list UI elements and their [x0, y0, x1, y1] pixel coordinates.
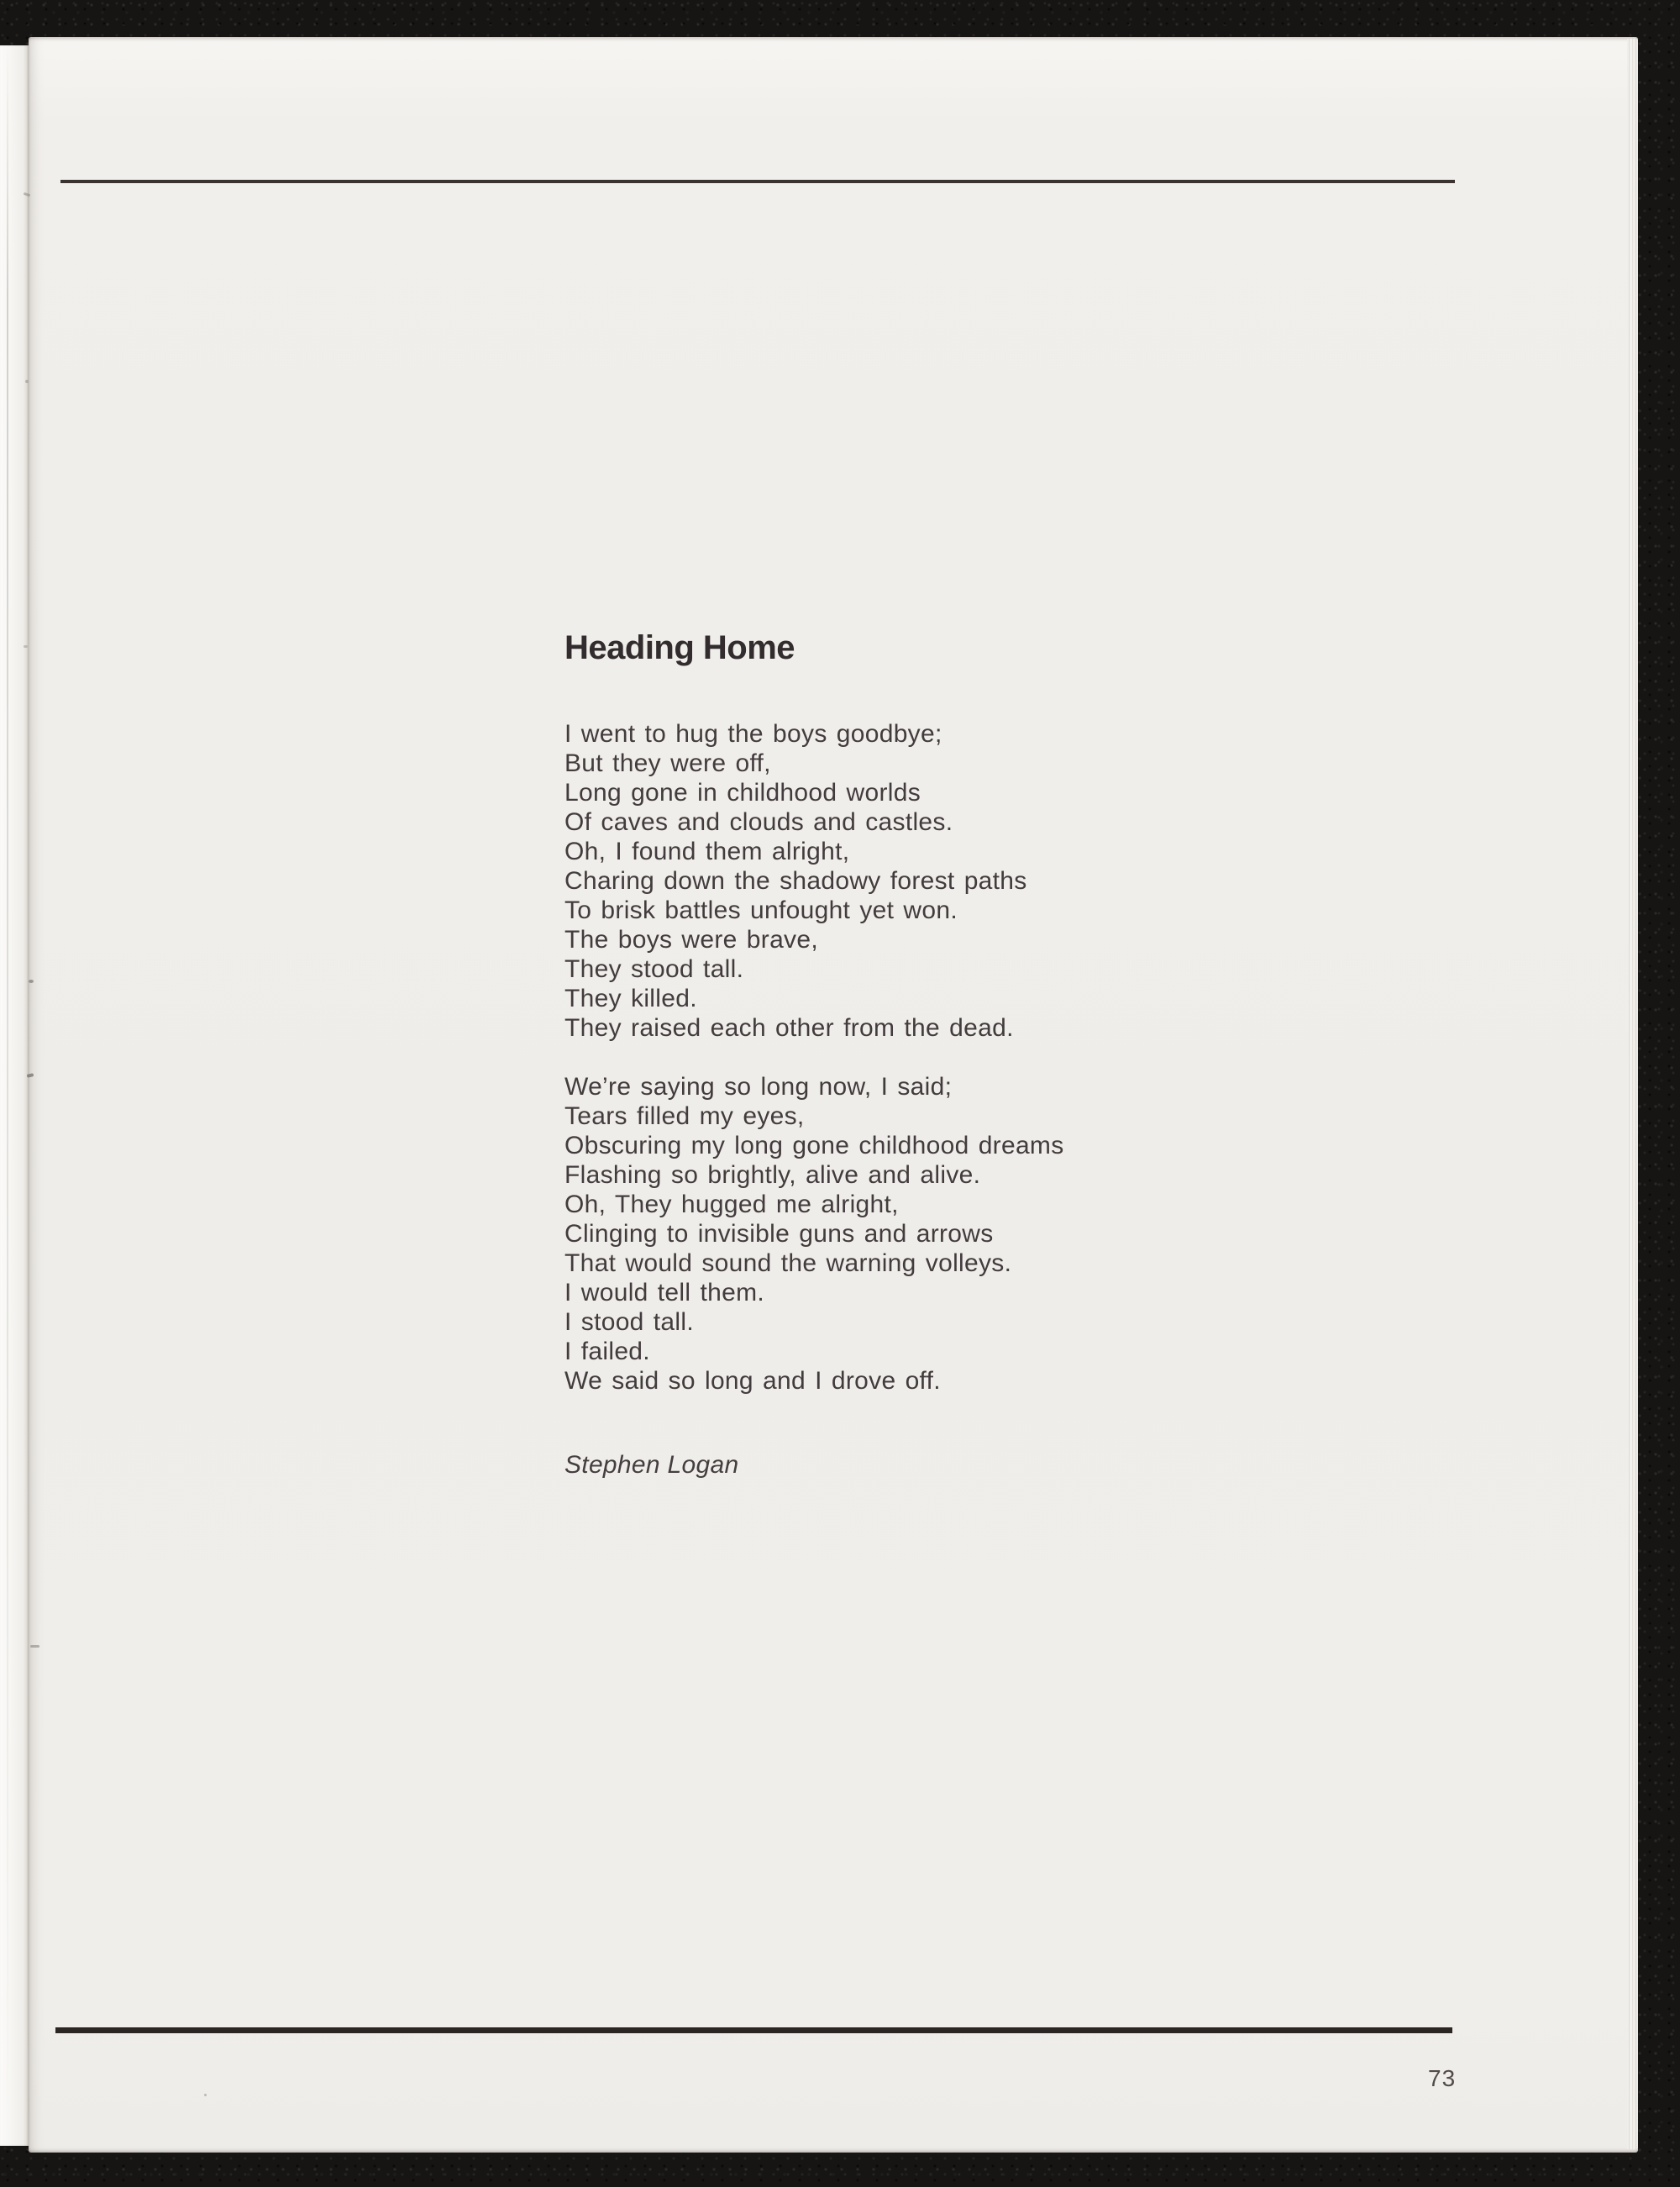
top-rule	[60, 180, 1455, 183]
poem-line: But they were off,	[564, 749, 771, 777]
poem-block	[564, 628, 1404, 1480]
poem-line: We said so long and I drove off.	[564, 1367, 941, 1395]
poem-line: I failed.	[564, 1338, 650, 1365]
poem-line: I went to hug the boys goodbye;	[564, 720, 942, 748]
poem-line: The boys were brave,	[564, 926, 818, 954]
poem-line: They stood tall.	[564, 955, 744, 983]
poem-line: Of caves and clouds and castles.	[564, 808, 953, 836]
book-page	[29, 37, 1638, 2153]
book-page-stack-edge	[1627, 39, 1638, 2149]
poem-line: To brisk battles unfought yet won.	[564, 896, 958, 924]
poem-stanza-1	[564, 719, 1404, 1043]
poem-author: Stephen Logan	[564, 1451, 739, 1479]
poem-line: Tears filled my eyes,	[564, 1102, 805, 1130]
scan-speck	[29, 980, 34, 983]
scan-speck	[24, 645, 28, 648]
poem-line: That would sound the warning volleys.	[564, 1249, 1012, 1277]
poem-line: Clinging to invisible guns and arrows	[564, 1220, 994, 1248]
poem-line: I stood tall.	[564, 1308, 694, 1336]
poem-stanza-2	[564, 1072, 1404, 1396]
poem-line: Long gone in childhood worlds	[564, 779, 921, 807]
poem-line: They raised each other from the dead.	[564, 1014, 1014, 1042]
scan-speck	[25, 380, 29, 383]
poem-line: We’re saying so long now, I said;	[564, 1073, 953, 1101]
poem-line: I would tell them.	[564, 1279, 765, 1306]
poem-line: Oh, I found them alright,	[564, 838, 850, 865]
book-fore-edge-pages	[0, 45, 29, 2146]
poem-line: Oh, They hugged me alright,	[564, 1191, 899, 1218]
poem-line: Obscuring my long gone childhood dreams	[564, 1132, 1064, 1159]
page-number: 73	[1428, 2065, 1457, 2091]
bottom-rule	[55, 2027, 1452, 2033]
poem-line: Flashing so brightly, alive and alive.	[564, 1161, 981, 1189]
page-edge-seam	[7, 45, 8, 2146]
poem-line: They killed.	[564, 985, 697, 1012]
poem-line: Charing down the shadowy forest paths	[564, 867, 1027, 895]
scan-speck	[204, 2094, 207, 2096]
poem-title: Heading Home	[564, 629, 795, 666]
scan-speck	[30, 1645, 39, 1648]
